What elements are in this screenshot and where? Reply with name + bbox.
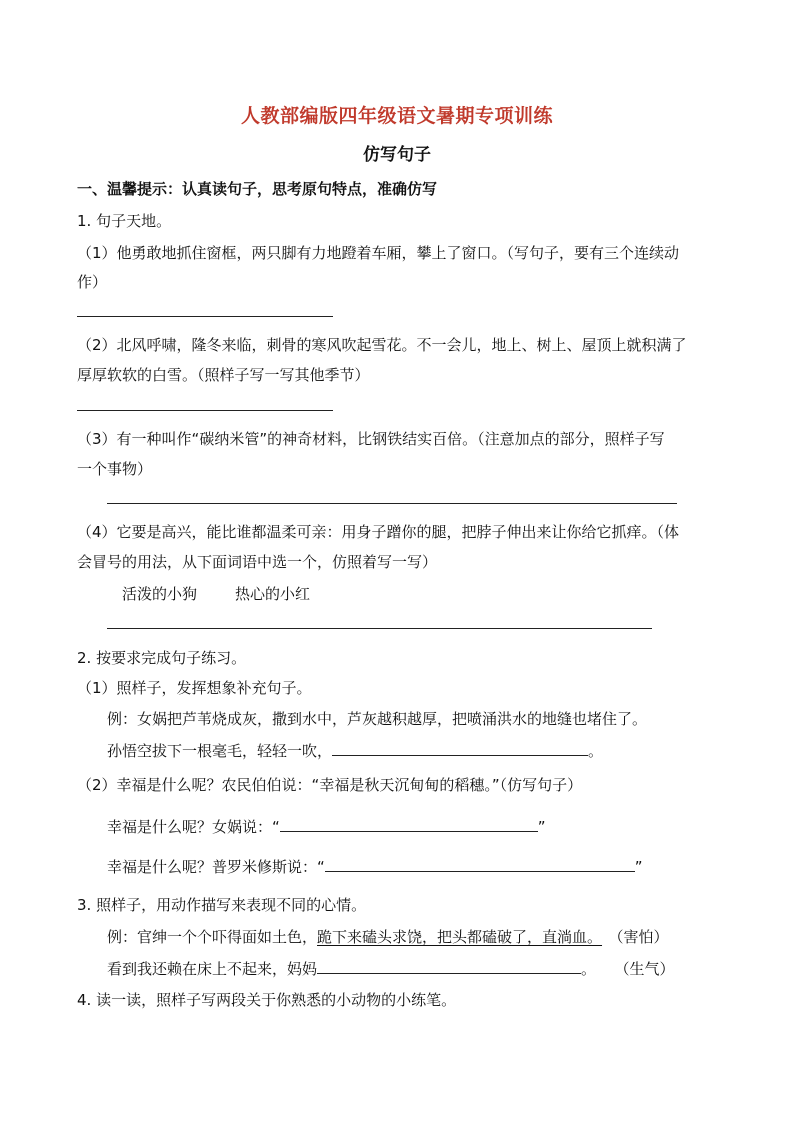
q1-part2-line1: （2）北风呼啸，隆冬来临，刺骨的寒风吹起雪花。不一会儿，地上、树上、屋顶上就积满了 [77, 336, 687, 354]
q1-part4-answer-line[interactable] [107, 628, 652, 629]
q1-choice-2: 热心的小红 [235, 585, 311, 603]
q3-example [107, 926, 669, 947]
q1-part2-line2: 厚厚软软的白雪。（照样子写一写其他季节） [77, 366, 370, 384]
q2-fill-suffix: 。 [588, 742, 604, 760]
q2-prometheus-blank[interactable] [325, 855, 635, 872]
q1-part4-line2: 会冒号的用法，从下面词语中选一个，仿照着写一写） [77, 553, 438, 571]
q3-example-underlined: 跪下来磕头求饶，把头都磕破了，直淌血。 [317, 928, 603, 946]
q2-fill-prefix: 孙悟空拔下一根毫毛，轻轻一吹， [107, 742, 333, 760]
q2-prometheus-prefix: 幸福是什么呢？普罗米修斯说：“ [107, 858, 325, 876]
q1-part3-line2: 一个事物） [77, 460, 153, 478]
question-4-label: 4. 读一读，照样子写两段关于你熟悉的小动物的小练笔。 [77, 991, 457, 1009]
q2-example: 例：女娲把芦苇烧成灰，撒到水中，芦灰越积越厚，把喷涌洪水的地缝也堵住了。 [107, 710, 648, 728]
q2-part1: （1）照样子，发挥想象补充句子。 [77, 679, 312, 697]
q2-nuwa-blank[interactable] [280, 815, 538, 832]
document-title: 人教部编版四年级语文暑期专项训练 [240, 105, 553, 127]
q1-part1-line2: 作） [77, 273, 108, 291]
q1-part1-answer-line[interactable] [77, 316, 333, 317]
q3-fill-blank[interactable] [317, 957, 581, 974]
q2-nuwa-suffix: ” [537, 818, 546, 836]
q3-fill-mood: （生气） [622, 960, 675, 978]
q3-example-mood: （害怕） [616, 928, 669, 946]
q1-part3-answer-line[interactable] [107, 503, 677, 504]
document-subtitle: 仿写句子 [363, 145, 431, 165]
q1-part1-line1: （1）他勇敢地抓住窗框，两只脚有力地蹬着车厢，攀上了窗口。（写句子，要有三个连续动 [77, 244, 680, 262]
q2-fill-blank[interactable] [332, 739, 588, 756]
q1-choice-1: 活泼的小狗 [122, 585, 198, 603]
q3-fill-prefix: 看到我还赖在床上不起来，妈妈 [107, 960, 318, 978]
question-2-label: 2. 按要求完成句子练习。 [77, 649, 247, 667]
q2-fill-sentence [107, 739, 603, 761]
question-1-label: 1. 句子天地。 [77, 212, 172, 230]
q3-example-prefix: 例：官绅一个个吓得面如土色， [107, 928, 318, 946]
q1-part4-line1: （4）它要是高兴，能比谁都温柔可亲：用身子蹭你的腿，把脖子伸出来让你给它抓痒。（体 [77, 523, 680, 541]
q3-fill-suffix: 。 [581, 960, 597, 978]
q3-fill-sentence [107, 957, 675, 979]
q2-prometheus-sentence [107, 855, 643, 877]
q1-part2-answer-line[interactable] [77, 410, 333, 411]
q2-part2: （2）幸福是什么呢？农民伯伯说：“幸福是秋天沉甸甸的稻穗。”（仿写句子） [77, 776, 583, 794]
q2-prometheus-suffix: ” [634, 858, 643, 876]
section-heading: 一、温馨提示：认真读句子，思考原句特点，准确仿写 [77, 180, 438, 198]
q2-nuwa-prefix: 幸福是什么呢？女娲说：“ [107, 818, 280, 836]
question-3-label: 3. 照样子，用动作描写来表现不同的心情。 [77, 896, 367, 914]
q1-part3-line1: （3）有一种叫作“碳纳米管”的神奇材料，比钢铁结实百倍。（注意加点的部分，照样子写 [77, 430, 665, 448]
q2-nuwa-sentence [107, 815, 546, 837]
